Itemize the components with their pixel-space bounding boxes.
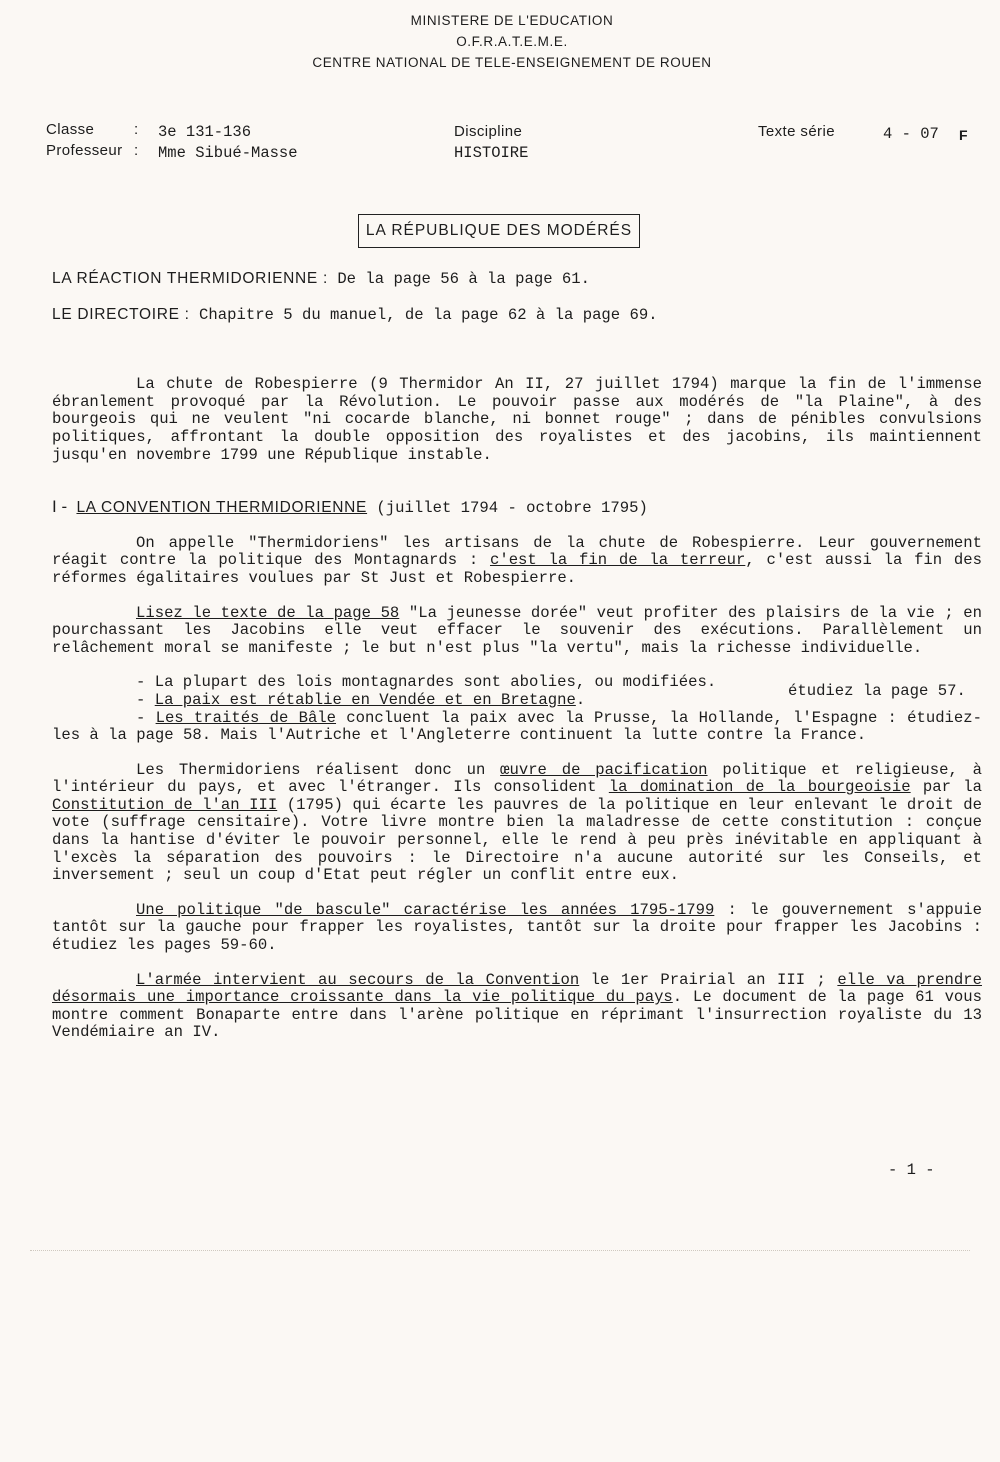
document-title-box xyxy=(358,214,640,248)
reference-heading: LE DIRECTOIRE : xyxy=(52,305,190,323)
document-title: LA RÉPUBLIQUE DES MODÉRÉS xyxy=(365,222,633,239)
organization-line: O.F.R.A.T.E.M.E. xyxy=(456,34,568,49)
professeur-value: Mme Sibué-Masse xyxy=(158,144,298,162)
paragraph-jeunesse-doree xyxy=(52,605,982,658)
serie-value: 4 - 07 xyxy=(883,125,939,143)
document-body xyxy=(52,270,982,1042)
reference-heading: LA RÉACTION THERMIDORIENNE : xyxy=(52,270,328,287)
reference-thermidorienne xyxy=(52,270,982,289)
text-run: Les Thermidoriens réalisent donc un xyxy=(136,760,501,779)
page-number: - 1 - xyxy=(888,1161,935,1179)
text-run: (1795) qui écarte les pauvres de la politique en leur enlevant le droit de vote (suffrage censitaire). Votre livre montre bien la maladresse de cette constitution : conçue dans la hantise d'éviter le pouvoir personnel, elle le rend à peu près inévitable en appliquant à l'excès la séparation des pouvoirs : le Directoire n'a aucune autorité sur les Conseils, et inversement ; seul un coup d'Etat peut régler un conflit entre eux. xyxy=(52,795,982,885)
text-run: "La jeunesse dorée" veut profiter des plaisirs de la vie ; en pourchassant les Jacobins elle veut effacer le souvenir des exécutions. Parallèlement un relâchement moral se manifeste ; le but n'est plus "la vertu", mais la richesse individuelle. xyxy=(52,603,982,657)
text-run: - xyxy=(136,708,156,727)
document-header xyxy=(0,10,1000,73)
underlined-text: Constitution de l'an III xyxy=(52,795,278,814)
text-run: . Le document de la page 61 vous montre comment Bonaparte entre dans l'arène politique en réprimant l'insurrection royaliste du 13 Vendémiaire an IV. xyxy=(52,988,982,1042)
classe-colon: : xyxy=(134,121,139,138)
discipline-label: Discipline xyxy=(454,123,523,140)
intro-paragraph: La chute de Robespierre (9 Thermidor An II, 27 juillet 1794) marque la fin de l'immense ébranlement provoqué par la Révolution. Le pouvoir passe aux modérés de "la Plaine", à des bourgeois qui ne veulent "ni cocarde blanche, ni bonnet rouge" ; dans de pénibles convulsions politiques, affrontant la double opposition des royalistes et des jacobins, ils maintiennent jusqu'en novembre 1799 une République instable. xyxy=(52,375,982,464)
underlined-text: elle va prendre désormais une importance croissante dans la vie politique du pays xyxy=(52,970,982,1007)
reference-directoire xyxy=(52,306,982,325)
reference-text: De la page 56 à la page 61. xyxy=(327,270,590,288)
side-note: étudiez la page 57. xyxy=(788,681,966,700)
section-dates: (juillet 1794 - octobre 1795) xyxy=(367,499,648,518)
text-run: le 1er Prairial an III ; xyxy=(579,970,838,989)
underlined-text: Les traités de Bâle xyxy=(155,708,337,727)
text-run: politique et religieuse, à l'intérieur du pays, et avec l'étranger. Ils consolident xyxy=(52,760,982,797)
underlined-text: la domination de la bourgeoisie xyxy=(608,778,911,797)
underlined-text: L'armée intervient au secours de la Convention xyxy=(136,970,580,989)
text-run: - xyxy=(136,690,155,709)
paragraph-armee xyxy=(52,972,982,1042)
discipline-value: HISTOIRE xyxy=(454,144,529,162)
underlined-text: La paix est rétablie en Vendée et en Bretagne xyxy=(154,690,576,709)
section-number: I - xyxy=(52,497,68,517)
section-title: LA CONVENTION THERMIDORIENNE xyxy=(76,499,368,517)
classe-value: 3e 131-136 xyxy=(158,123,252,141)
text-run: concluent la paix avec la Prusse, la Hollande, l'Espagne : étudiez-les à la page 58. Mais l'Autriche et l'Angleterre continuent la lutte contre la France. xyxy=(52,708,982,745)
text-run: : le gouvernement s'appuie tantôt sur la gauche pour frapper les royalistes, tantôt sur la droite pour frapper les Jacobins : étudiez les pages 59-60. xyxy=(52,900,982,955)
faint-divider xyxy=(30,1250,970,1251)
serie-suffix: F xyxy=(959,127,968,143)
paragraph-pacification xyxy=(52,762,982,885)
text-run: par la xyxy=(910,778,983,797)
ministry-line: MINISTERE DE L'EDUCATION xyxy=(410,13,614,28)
text-run: . xyxy=(575,690,586,709)
center-line: CENTRE NATIONAL DE TELE-ENSEIGNEMENT DE ROUEN xyxy=(312,55,712,70)
list-item: - La plupart des lois montagnardes sont abolies, ou modifiées. xyxy=(136,673,717,692)
underlined-text: c'est la fin de la terreur xyxy=(489,551,746,570)
list-item xyxy=(52,710,982,745)
underlined-text: Lisez le texte de la page 58 xyxy=(136,603,400,622)
paragraph-thermidoriens xyxy=(52,535,982,588)
professeur-label: Professeur xyxy=(46,142,123,159)
section-heading xyxy=(52,498,982,518)
paragraph-bascule xyxy=(52,902,982,955)
classe-label: Classe xyxy=(46,121,95,138)
professeur-colon: : xyxy=(134,142,139,159)
serie-label: Texte série xyxy=(758,123,835,140)
text-run: , c'est aussi la fin des réformes égalitaires voulues par St Just et Robespierre. xyxy=(52,551,982,587)
text-run: On appelle "Thermidoriens" les artisans de la chute de Robespierre. Leur gouvernement réagit contre la politique des Montagnards : xyxy=(52,533,982,570)
underlined-text: Une politique "de bascule" caractérise les années 1795-1799 xyxy=(136,900,715,919)
underlined-text: œuvre de pacification xyxy=(500,760,708,779)
reference-text: Chapitre 5 du manuel, de la page 62 à la page 69. xyxy=(189,305,658,324)
